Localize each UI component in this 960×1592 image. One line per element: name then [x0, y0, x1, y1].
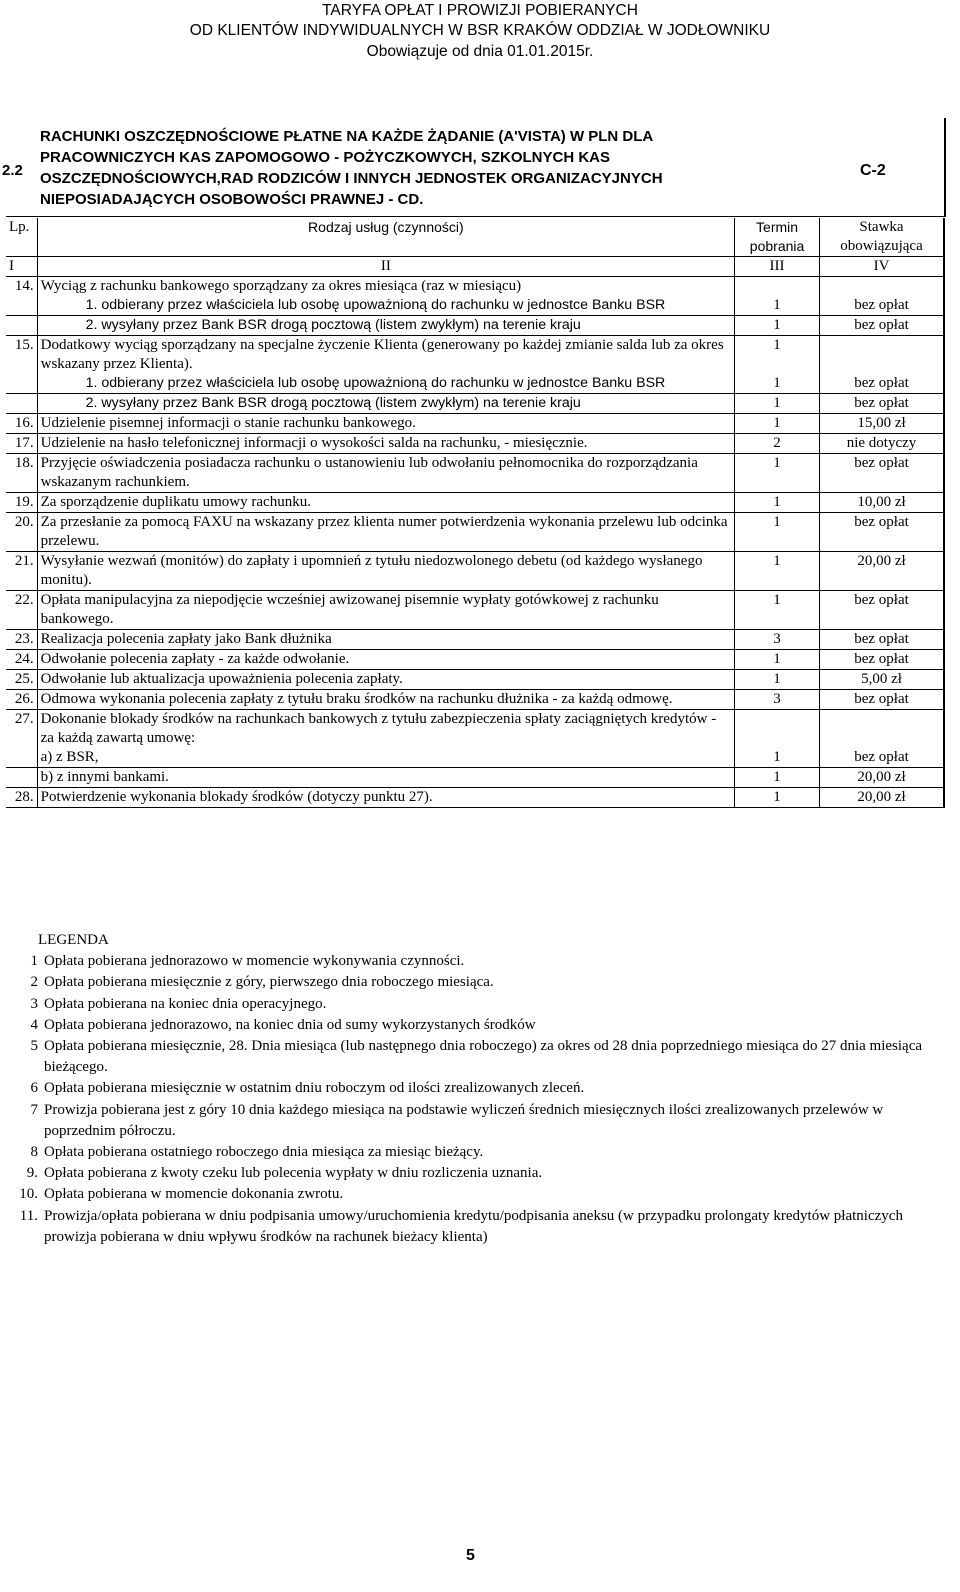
- legend-item-number: 11.: [19, 1207, 38, 1224]
- row-description: 1. odbierany przez właściciela lub osobę upoważnioną do rachunku w jednostce Banku BSR: [37, 296, 734, 316]
- effective-date: Obowiązuje od dnia 01.01.2015r.: [366, 43, 594, 60]
- row-rate: 20,00 zł: [820, 552, 944, 591]
- row-description: Odwołanie polecenia zapłaty - za każde odwołanie.: [37, 650, 734, 670]
- row-description: Odmowa wykonania polecenia zapłaty z tytułu braku środków na rachunku dłużnika - za każdą odmowę.: [37, 690, 734, 710]
- row-description: Za przesłanie za pomocą FAXU na wskazany przez klienta numer potwierdzenia wykonania przelewu lub odcinka przelewu.: [37, 513, 734, 552]
- row-rate: bez opłat: [820, 690, 944, 710]
- row-description: Wysyłanie wezwań (monitów) do zapłaty i upomnień z tytułu niedozwolonego debetu (od każdego wysłanego monitu).: [37, 552, 734, 591]
- row-term: 1: [735, 374, 820, 394]
- row-term: 1: [735, 670, 820, 690]
- legend-item: [6, 1015, 956, 1036]
- legend-item-number: 6: [30, 1080, 38, 1097]
- legend-item: [6, 1036, 956, 1078]
- row-term: 1: [735, 650, 820, 670]
- row-number: 14.: [6, 277, 37, 297]
- row-number: 20.: [6, 513, 37, 552]
- row-term: 1: [735, 414, 820, 434]
- table-row: [6, 513, 944, 552]
- legend-item-number: 5: [30, 1038, 38, 1055]
- row-rate: bez opłat: [820, 630, 944, 650]
- row-number: [6, 748, 37, 768]
- legend-item-text: Opłata pobierana z kwoty czeku lub polecenia wypłaty w dniu rozliczenia uznania.: [44, 1165, 543, 1182]
- table-row: [6, 316, 944, 336]
- row-term: 1: [735, 788, 820, 808]
- table-row: [6, 748, 944, 768]
- row-number: [6, 374, 37, 394]
- doc-subtitle: OD KLIENTÓW INDYWIDUALNYCH W BSR KRAKÓW ODDZIAŁ W JODŁOWNIKU: [189, 22, 771, 39]
- row-rate: bez opłat: [820, 394, 944, 414]
- roman-1: I: [6, 257, 37, 277]
- row-term: 2: [735, 434, 820, 454]
- row-number: [6, 316, 37, 336]
- row-description: Za sporządzenie duplikatu umowy rachunku.: [37, 493, 734, 513]
- table-row: [6, 336, 944, 375]
- legend-item: [6, 1163, 956, 1184]
- section-title: RACHUNKI OSZCZĘDNOŚCIOWE PŁATNE NA KAŻDE ŻĄDANIE (A'VISTA) W PLN DLA PRACOWNICZYCH KAS ZAPOMOGOWO - POŻYCZKOWYCH, SZKOLNYCH KAS OSZCZĘDNOŚCIOWYCH,RAD RODZICÓW I INNYCH JEDNOSTEK ORGANIZACYJNYCH NIEPOSIADAJĄCYCH OSOBOWOŚCI PRAWNEJ - CD.: [40, 128, 663, 208]
- table-row: [6, 414, 944, 434]
- row-term: 1: [735, 552, 820, 591]
- row-term: 3: [735, 630, 820, 650]
- row-rate: bez opłat: [820, 374, 944, 394]
- row-number: 19.: [6, 493, 37, 513]
- section-number: 2.2: [2, 162, 23, 179]
- row-number: [6, 394, 37, 414]
- row-number: 21.: [6, 552, 37, 591]
- row-rate: bez opłat: [820, 591, 944, 630]
- row-rate: [820, 710, 944, 749]
- row-term: 1: [735, 493, 820, 513]
- row-term: 1: [735, 336, 820, 375]
- doc-title: TARYFA OPŁAT I PROWIZJI POBIERANYCH: [322, 2, 638, 19]
- table-row: [6, 296, 944, 316]
- table-row: [6, 710, 944, 749]
- row-rate: bez opłat: [820, 513, 944, 552]
- table-row: [6, 768, 944, 788]
- row-description: Realizacja polecenia zapłaty jako Bank dłużnika: [37, 630, 734, 650]
- row-term: 1: [735, 316, 820, 336]
- row-term: [735, 710, 820, 749]
- row-description: Potwierdzenie wykonania blokady środków (dotyczy punktu 27).: [37, 788, 734, 808]
- table-roman-row: [6, 257, 944, 277]
- row-term: 1: [735, 513, 820, 552]
- table-row: [6, 670, 944, 690]
- legend-item-text: Opłata pobierana jednorazowo w momencie wykonywania czynności.: [44, 953, 465, 970]
- table-row: [6, 434, 944, 454]
- row-description: Udzielenie na hasło telefonicznej informacji o wysokości salda na rachunku, - miesięcznie.: [37, 434, 734, 454]
- legend-item: [6, 1100, 956, 1142]
- row-term: 1: [735, 394, 820, 414]
- row-rate: 20,00 zł: [820, 768, 944, 788]
- row-number: 22.: [6, 591, 37, 630]
- legend-item-text: Opłata pobierana na koniec dnia operacyjnego.: [44, 995, 327, 1012]
- row-rate: bez opłat: [820, 316, 944, 336]
- row-rate: [820, 336, 944, 375]
- row-rate: bez opłat: [820, 748, 944, 768]
- row-term: 1: [735, 591, 820, 630]
- row-term: 3: [735, 690, 820, 710]
- legend-item-number: 1: [30, 953, 38, 970]
- legend-item-text: Opłata pobierana miesięcznie w ostatnim dniu roboczym od ilości zrealizowanych zleceń.: [44, 1080, 585, 1097]
- legend-item-text: Opłata pobierana ostatniego roboczego dnia miesiąca za miesiąc bieżący.: [44, 1144, 484, 1161]
- roman-3: III: [735, 257, 820, 277]
- row-rate: 20,00 zł: [820, 788, 944, 808]
- legend-item-text: Opłata pobierana miesięcznie, 28. Dnia miesiąca (lub następnego dnia roboczego) za okres od 28 dnia poprzedniego miesiąca do 27 dnia miesiąca bieżącego.: [44, 1038, 923, 1076]
- legend-item: [6, 1206, 956, 1248]
- table-row: [6, 788, 944, 808]
- legend-item-number: 10.: [19, 1186, 38, 1203]
- legend-item-number: 7: [30, 1101, 38, 1118]
- row-number: 25.: [6, 670, 37, 690]
- row-number: 27.: [6, 710, 37, 749]
- row-number: 26.: [6, 690, 37, 710]
- row-rate: nie dotyczy: [820, 434, 944, 454]
- header-term: Termin pobrania: [735, 218, 820, 257]
- table-row: [6, 630, 944, 650]
- row-term: 1: [735, 748, 820, 768]
- row-description: Odwołanie lub aktualizacja upoważnienia polecenia zapłaty.: [37, 670, 734, 690]
- row-number: 15.: [6, 336, 37, 375]
- table-header-row: [6, 218, 944, 257]
- row-number: [6, 768, 37, 788]
- legend-item-number: 9.: [26, 1165, 38, 1182]
- row-term: 1: [735, 296, 820, 316]
- section-code: C-2: [860, 162, 886, 179]
- row-rate: bez opłat: [820, 454, 944, 493]
- row-rate: bez opłat: [820, 296, 944, 316]
- row-description: a) z BSR,: [37, 748, 734, 768]
- roman-4: IV: [820, 257, 944, 277]
- header-rate: Stawka obowiązująca: [820, 218, 944, 257]
- row-term: 1: [735, 768, 820, 788]
- legend-item: [6, 994, 956, 1015]
- legend-item-number: 2: [30, 974, 38, 991]
- row-number: [6, 296, 37, 316]
- legend-item: [6, 1142, 956, 1163]
- legend-item-text: Prowizja pobierana jest z góry 10 dnia każdego miesiąca na podstawie wyliczeń średnich miesięcznych ilości zrealizowanych przelewów w poprzednim półroczu.: [44, 1101, 884, 1139]
- row-number: 18.: [6, 454, 37, 493]
- table-row: [6, 374, 944, 394]
- legend-item-number: 4: [30, 1016, 38, 1033]
- row-term: 1: [735, 454, 820, 493]
- row-description: Opłata manipulacyjna za niepodjęcie wcześniej awizowanej pisemnie wypłaty gotówkowej z rachunku bankowego.: [37, 591, 734, 630]
- table-row: [6, 454, 944, 493]
- table-row: [6, 394, 944, 414]
- table-row: [6, 493, 944, 513]
- row-description: b) z innymi bankami.: [37, 768, 734, 788]
- legend-item: [6, 1184, 956, 1205]
- row-number: 17.: [6, 434, 37, 454]
- row-description: Wyciąg z rachunku bankowego sporządzany za okres miesiąca (raz w miesiącu): [37, 277, 734, 297]
- legend-item: [6, 972, 956, 993]
- table-row: [6, 552, 944, 591]
- table-row: [6, 277, 944, 297]
- legend-item-text: Prowizja/opłata pobierana w dniu podpisania umowy/uruchomienia kredytu/podpisania aneksu (w przypadku prolongaty kredytów płatniczych prowizja pobierana w dniu wpływu środków na rachunek bieżacy klienta): [44, 1207, 903, 1245]
- row-number: 23.: [6, 630, 37, 650]
- table-row: [6, 591, 944, 630]
- row-term: [735, 277, 820, 297]
- row-rate: 15,00 zł: [820, 414, 944, 434]
- fee-table: [6, 218, 945, 808]
- row-description: Przyjęcie oświadczenia posiadacza rachunku o ustanowieniu lub odwołaniu pełnomocnika do rozporządzania wskazanym rachunkiem.: [37, 454, 734, 493]
- row-description: Dodatkowy wyciąg sporządzany na specjalne życzenie Klienta (generowany po każdej zmianie salda lub za okres wskazany przez Klienta).: [37, 336, 734, 375]
- row-rate: bez opłat: [820, 650, 944, 670]
- header-lp: Lp.: [6, 218, 37, 257]
- legend-item-text: Opłata pobierana w momencie dokonania zwrotu.: [44, 1186, 344, 1203]
- roman-2: II: [37, 257, 734, 277]
- row-rate: 10,00 zł: [820, 493, 944, 513]
- row-number: 28.: [6, 788, 37, 808]
- row-description: Udzielenie pisemnej informacji o stanie rachunku bankowego.: [37, 414, 734, 434]
- legend-item-number: 3: [30, 995, 38, 1012]
- table-row: [6, 690, 944, 710]
- legend: [6, 930, 956, 1248]
- table-row: [6, 650, 944, 670]
- legend-list: [6, 951, 956, 1248]
- legend-item: [6, 951, 956, 972]
- legend-item-text: Opłata pobierana jednorazowo, na koniec dnia od sumy wykorzystanych środków: [44, 1016, 536, 1033]
- row-description: Dokonanie blokady środków na rachunkach bankowych z tytułu zabezpieczenia spłaty zaciągniętych kredytów - za każdą zawartą umowę:: [37, 710, 734, 749]
- row-rate: 5,00 zł: [820, 670, 944, 690]
- table-body: [6, 277, 944, 808]
- row-rate: [820, 277, 944, 297]
- row-number: 24.: [6, 650, 37, 670]
- legend-item-text: Opłata pobierana miesięcznie z góry, pierwszego dnia roboczego miesiąca.: [44, 974, 494, 991]
- legend-title: LEGENDA: [38, 932, 109, 948]
- legend-item-number: 8: [30, 1144, 38, 1161]
- row-description: 1. odbierany przez właściciela lub osobę upoważnioną do rachunku w jednostce Banku BSR: [37, 374, 734, 394]
- row-number: 16.: [6, 414, 37, 434]
- row-description: 2. wysyłany przez Bank BSR drogą pocztową (listem zwykłym) na terenie kraju: [37, 316, 734, 336]
- page-number: 5: [466, 1547, 475, 1564]
- header-desc: Rodzaj usług (czynności): [37, 218, 734, 257]
- legend-item: [6, 1078, 956, 1099]
- row-description: 2. wysyłany przez Bank BSR drogą pocztową (listem zwykłym) na terenie kraju: [37, 394, 734, 414]
